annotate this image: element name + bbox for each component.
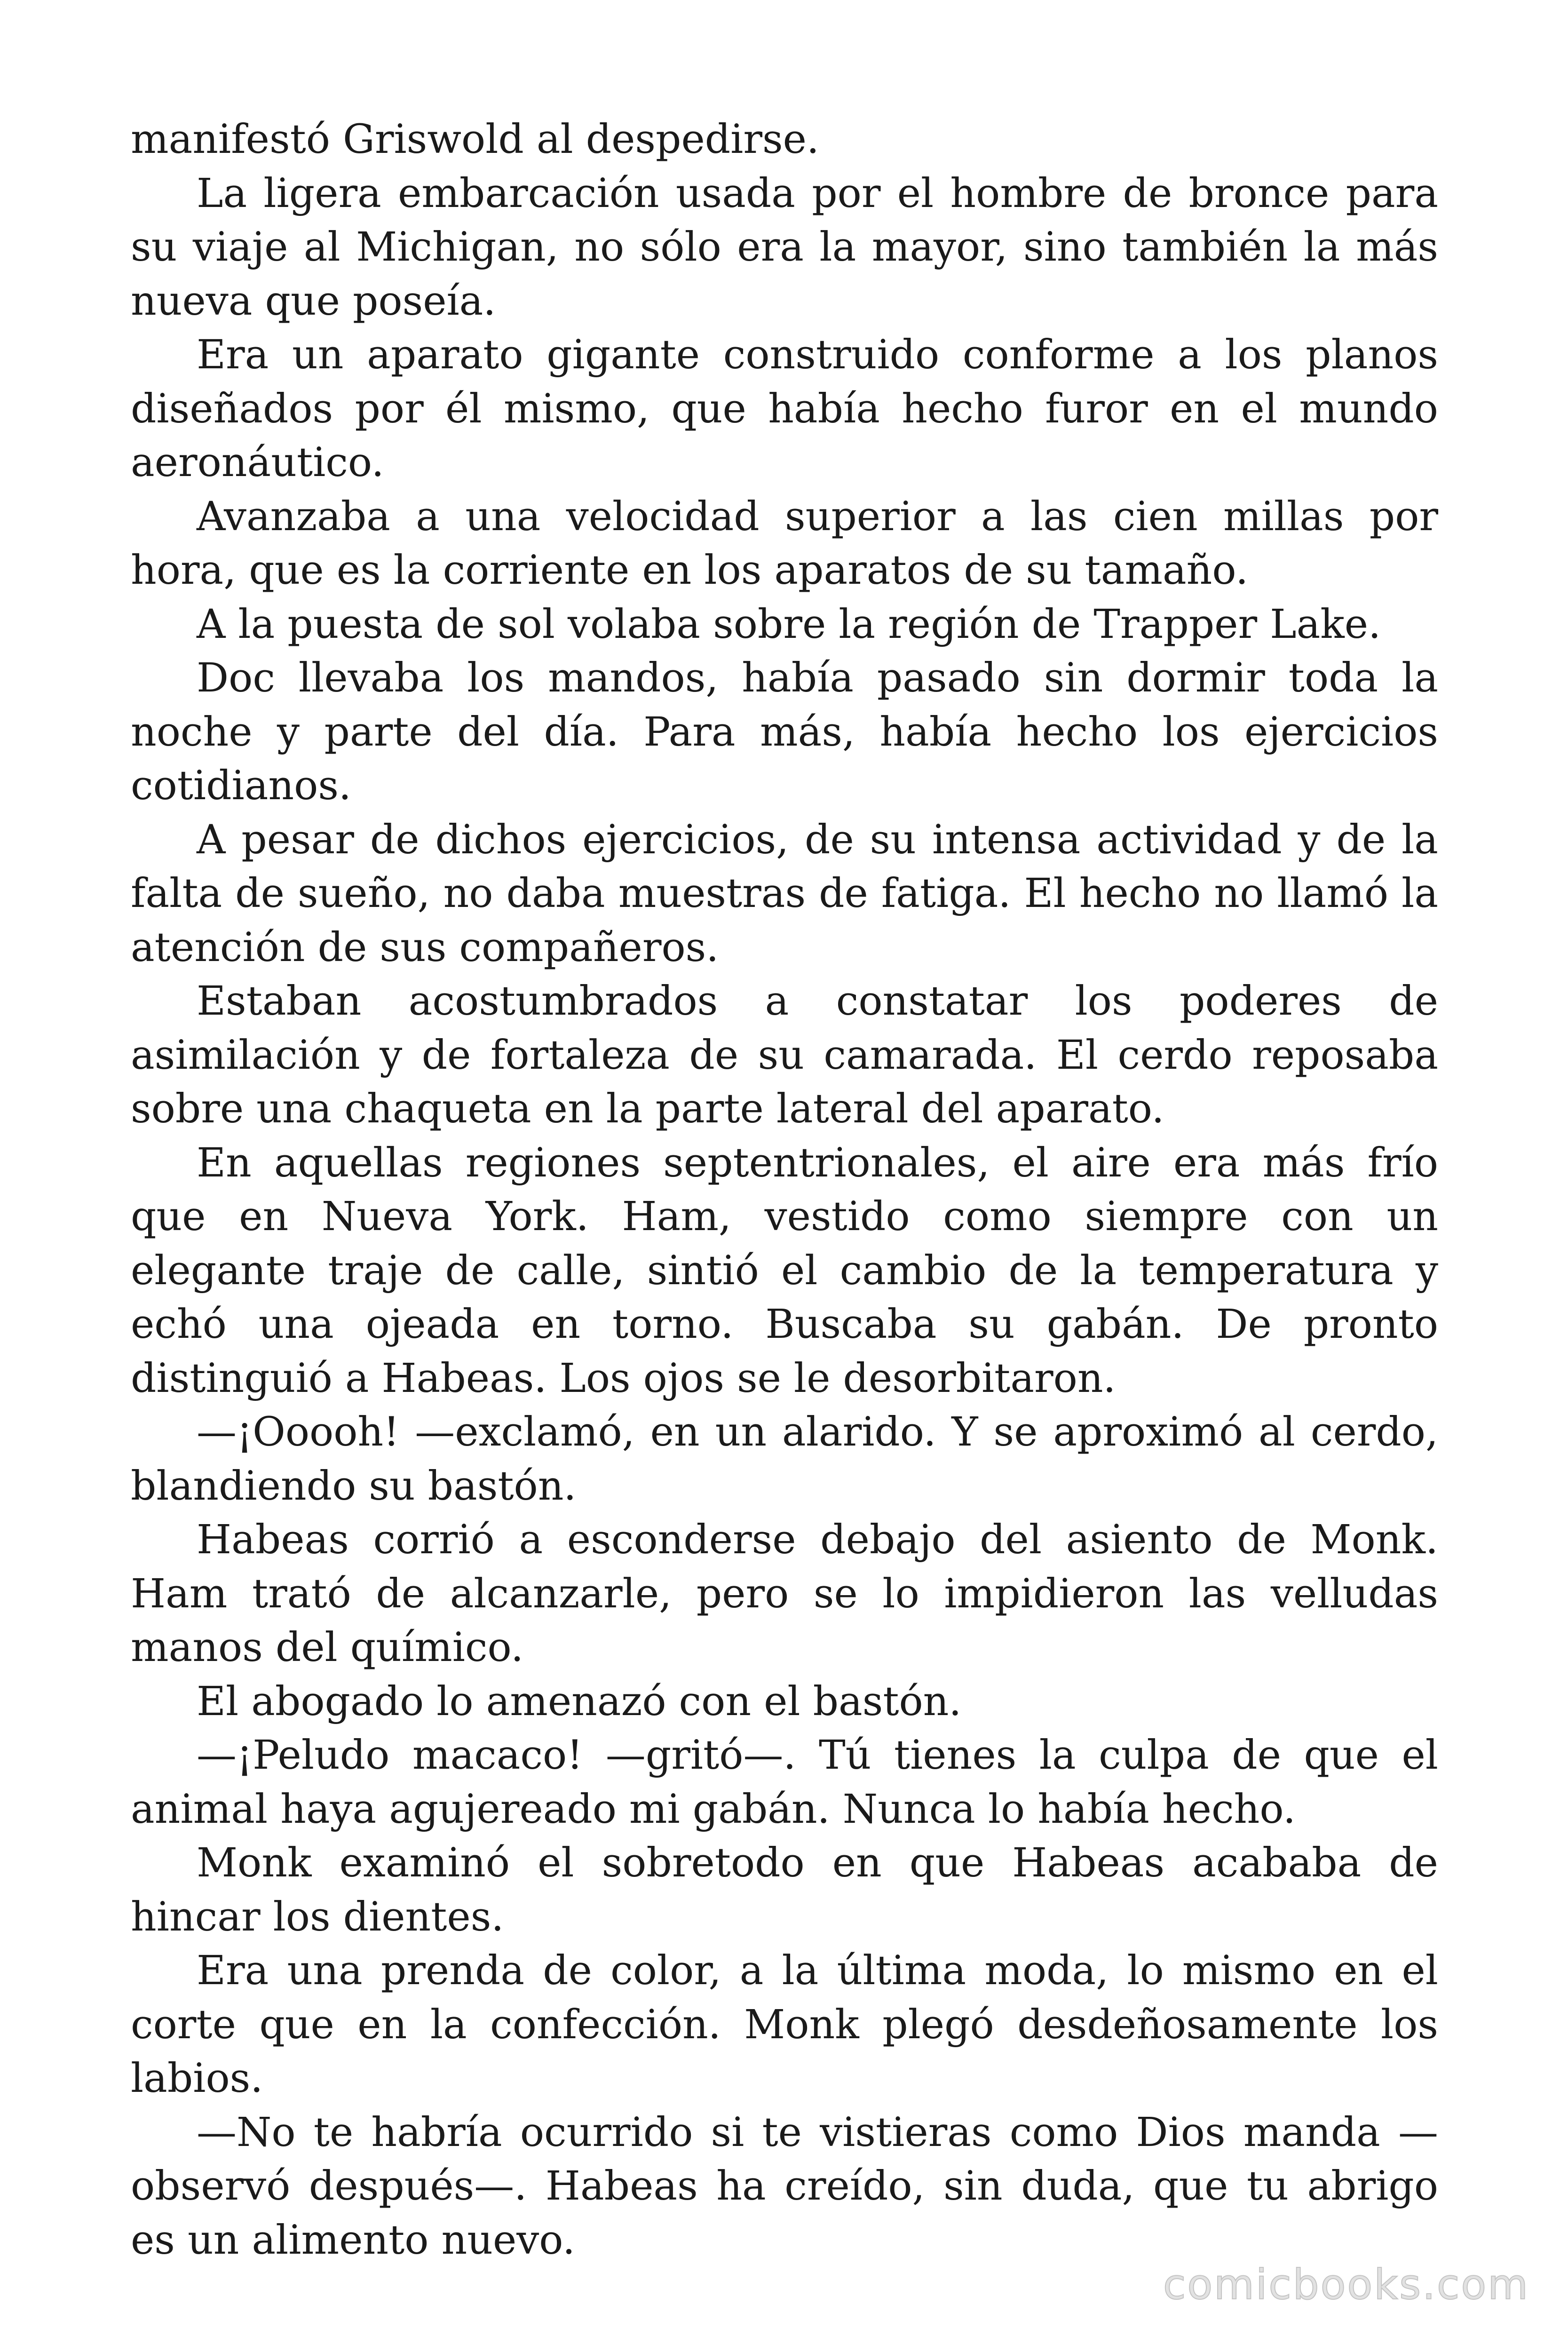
paragraph: Era una prenda de color, a la última moda, lo mismo en el corte que en la confección. Monk plegó desdeñosamente los labios. bbox=[131, 1947, 1438, 2102]
paragraph: Avanzaba a una velocidad superior a las cien millas por hora, que es la corriente en los aparatos de su tamaño. bbox=[131, 493, 1438, 594]
paragraph: El abogado lo amenazó con el bastón. bbox=[197, 1678, 962, 1725]
paragraph: En aquellas regiones septentrionales, el aire era más frío que en Nueva York. Ham, vestido como siempre con un elegante traje de calle, sintió el cambio de la temperatura y echó una ojeada en torno. Buscaba su gabán. De pronto distinguió a Habeas. Los ojos se le desorbitaron. bbox=[131, 1139, 1438, 1402]
watermark: comicbooks.com bbox=[1163, 2260, 1529, 2309]
paragraph: A pesar de dichos ejercicios, de su intensa actividad y de la falta de sueño, no daba muestras de fatiga. El hecho no llamó la atención de sus compañeros. bbox=[131, 816, 1438, 971]
paragraph: A la puesta de sol volaba sobre la región de Trapper Lake. bbox=[197, 601, 1381, 648]
paragraph: La ligera embarcación usada por el hombre de bronce para su viaje al Michigan, no sólo era la mayor, sino también la más nueva que poseía. bbox=[131, 170, 1438, 325]
paragraph: Doc llevaba los mandos, había pasado sin dormir toda la noche y parte del día. Para más, había hecho los ejercicios cotidianos. bbox=[131, 655, 1438, 809]
paragraph: —¡Peludo macaco! —gritó—. Tú tienes la culpa de que el animal haya agujereado mi gabán. Nunca lo había hecho. bbox=[131, 1732, 1438, 1833]
paragraph: Era un aparato gigante construido conforme a los planos diseñados por él mismo, que había hecho furor en el mundo aeronáutico. bbox=[131, 332, 1438, 486]
paragraph: Estaban acostumbrados a constatar los poderes de asimilación y de fortaleza de su camarada. El cerdo reposaba sobre una chaqueta en la parte lateral del aparato. bbox=[131, 978, 1438, 1132]
paragraph: —No te habría ocurrido si te vistieras como Dios manda —observó después—. Habeas ha creído, sin duda, que tu abrigo es un alimento nuevo. bbox=[131, 2109, 1438, 2264]
paragraph: —¡Ooooh! —exclamó, en un alarido. Y se aproximó al cerdo, blandiendo su bastón. bbox=[131, 1409, 1438, 1510]
paragraph: Habeas corrió a esconderse debajo del asiento de Monk. Ham trató de alcanzarle, pero se lo impidieron las velludas manos del químico. bbox=[131, 1517, 1438, 1671]
paragraph: Monk examinó el sobretodo en que Habeas acababa de hincar los dientes. bbox=[131, 1840, 1438, 1940]
paragraph: manifestó Griswold al despedirse. bbox=[131, 116, 819, 163]
page-body bbox=[131, 113, 1438, 2267]
